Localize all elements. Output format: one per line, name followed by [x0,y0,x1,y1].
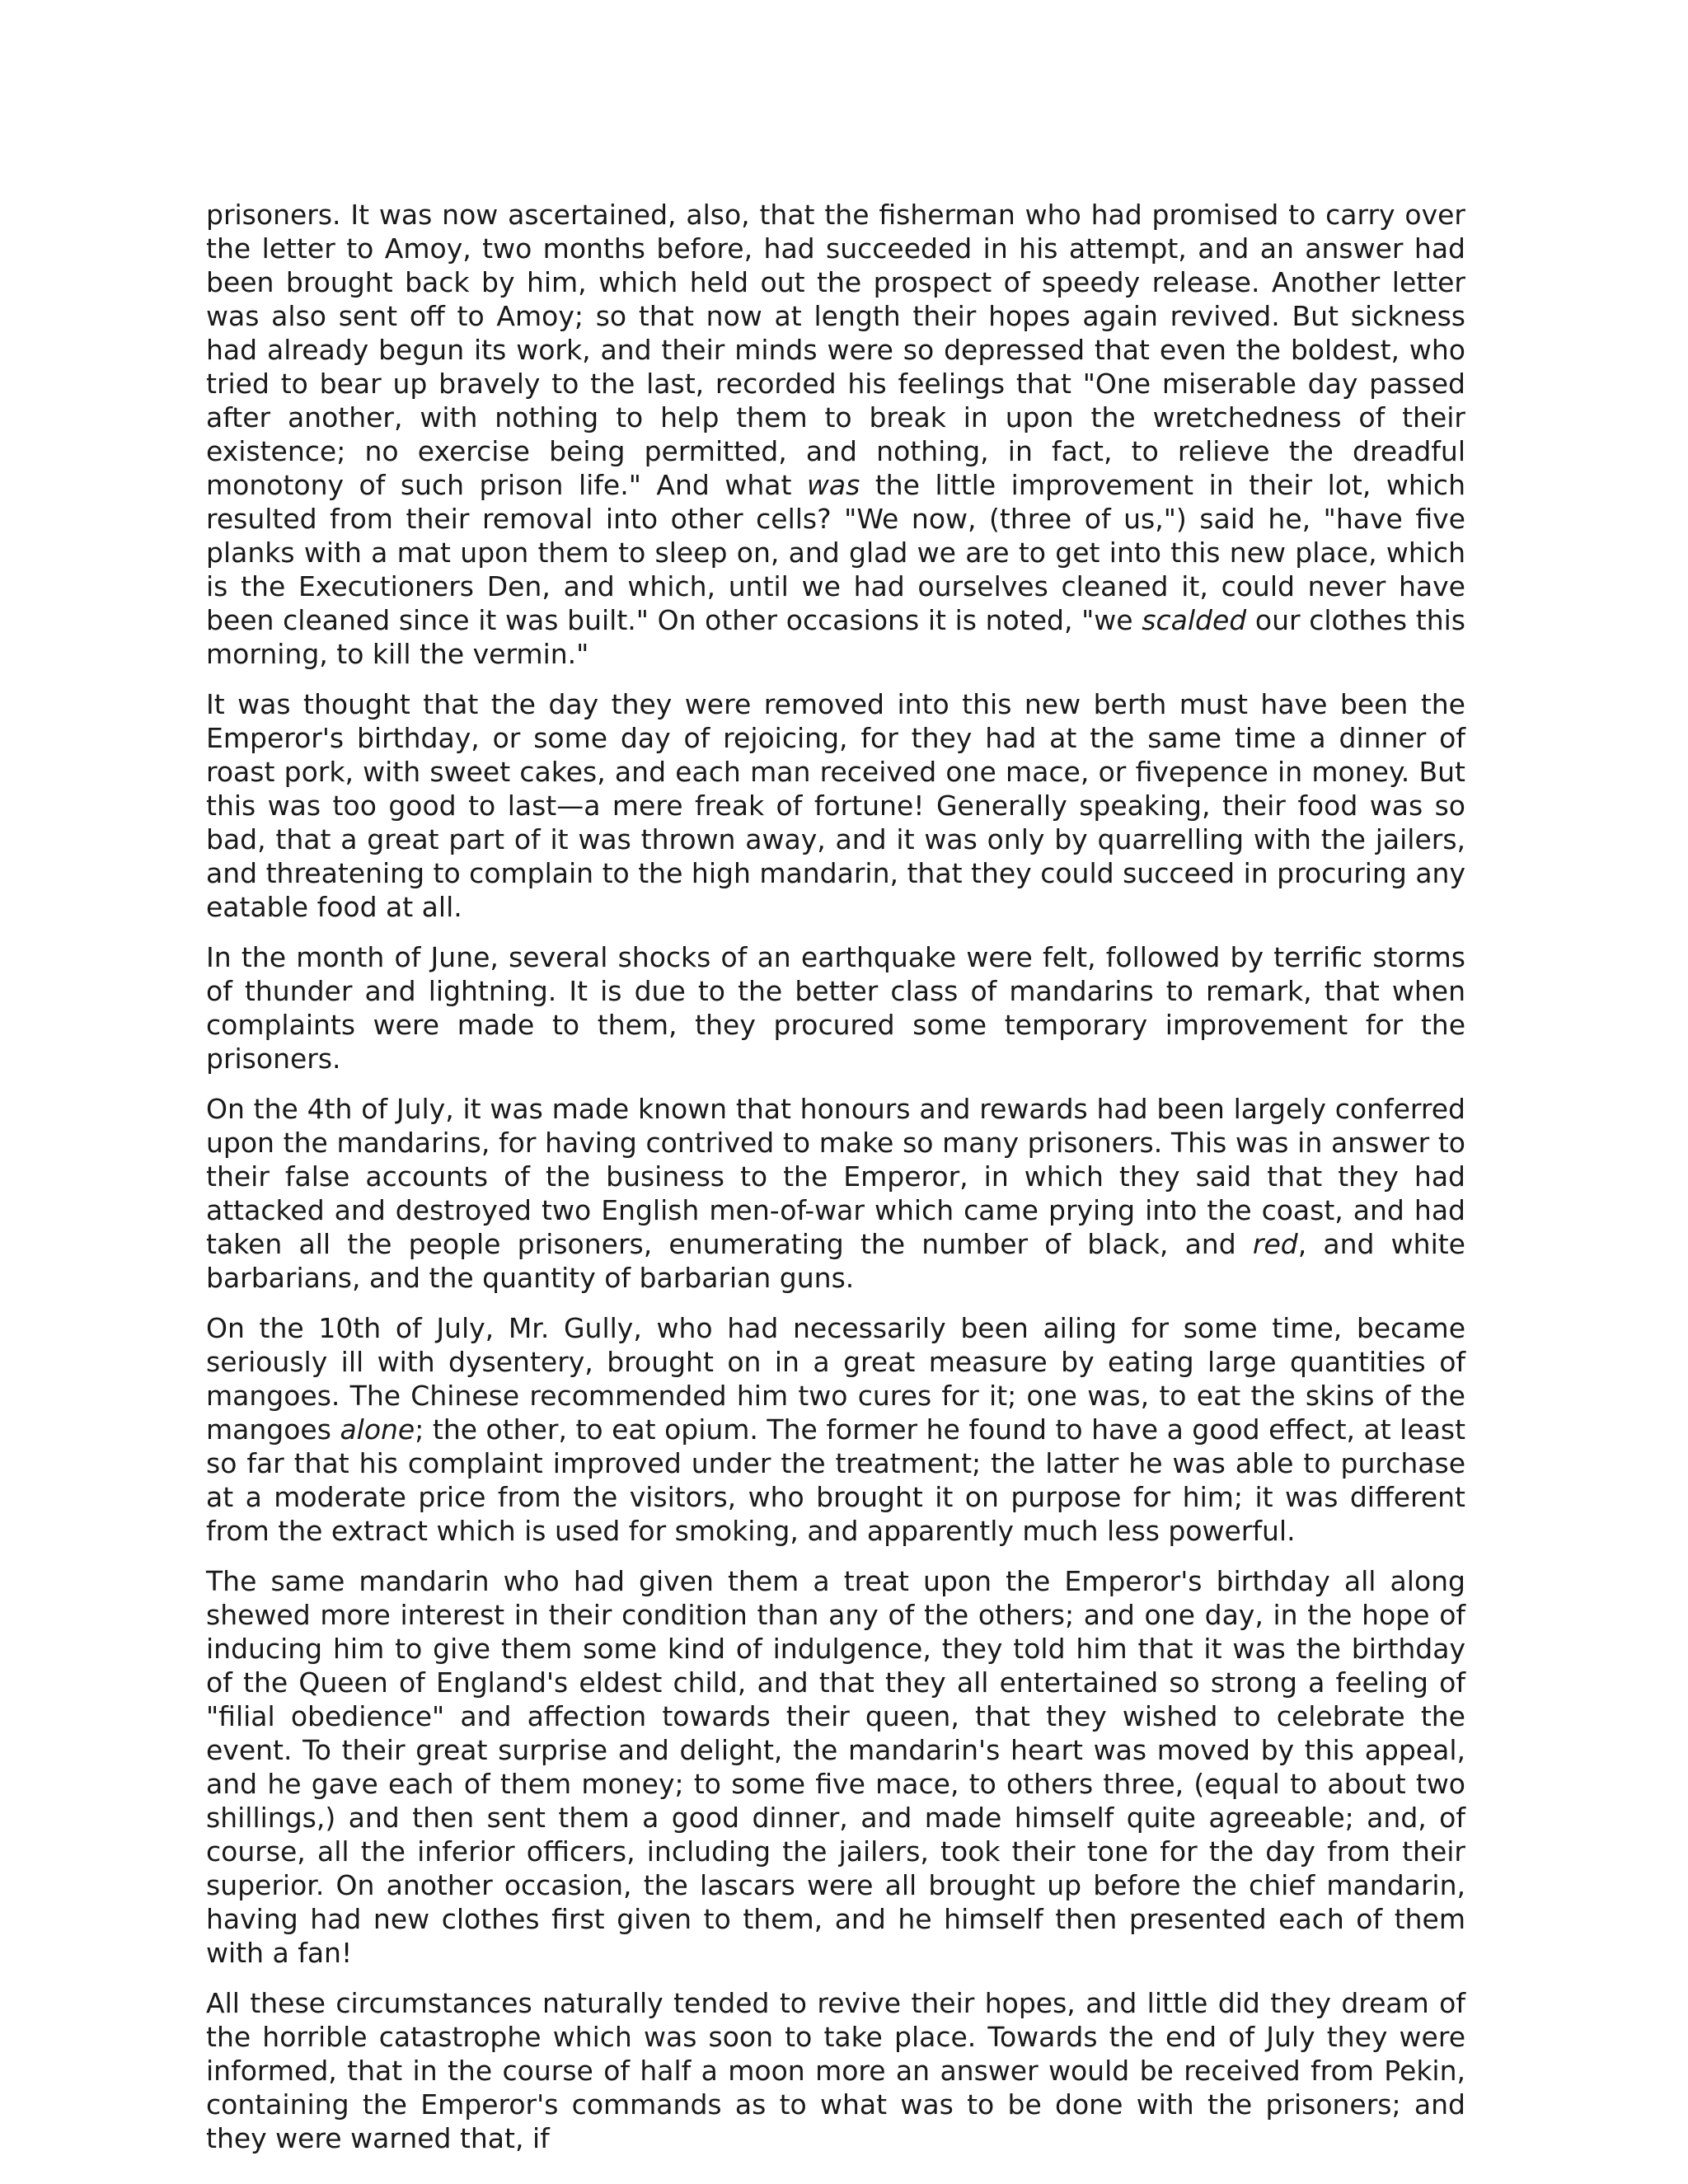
paragraph-2 [206,687,1465,924]
paragraph-1-text: the little improvement in their lot, which resulted from their removal into other cells? "We now, (three of us,") said he, "have five planks with a mat upon them to sleep on, and glad we are to get into this new place, which is the Executioners Den, and which, until we had ourselves cleaned it, could never have been cleaned since it was built." On other occasions it is noted, "we [206,469,1465,636]
document-page [206,198,1465,2172]
paragraph-6-text: The same mandarin who had given them a treat upon the Emperor's birthday all along shewed more interest in their condition than any of the others; and one day, in the hope of inducing him to give them some kind of indulgence, they told him that it was the birthday of the Queen of England's eldest child, and that they all entertained so strong a feeling of "filial obedience" and affection towards their queen, that they wished to celebrate the event. To their great surprise and delight, the mandarin's heart was moved by this appeal, and he gave each of them money; to some five mace, to others three, (equal to about two shillings,) and then sent them a good dinner, and made himself quite agreeable; and, of course, all the inferior officers, including the jailers, took their tone for the day from their superior. On another occasion, the lascars were all brought up before the chief mandarin, having had new clothes first given to them, and he himself then presented each of them with a fan! [206,1565,1465,1969]
paragraph-1-text: prisoners. It was now ascertained, also, that the fisherman who had promised to carry over the letter to Amoy, two months before, had succeeded in his attempt, and an answer had been brought back by him, which held out the prospect of speedy release. Another letter was also sent off to Amoy; so that now at length their hopes again revived. But sickness had already begun its work, and their minds were so depressed that even the boldest, who tried to bear up bravely to the last, recorded his feelings that "One miserable day passed after another, with nothing to help them to break in upon the wretchedness of their existence; no exercise being permitted, and nothing, in fact, to relieve the dreadful monotony of such prison life." And what [206,199,1465,501]
emphasis-alone: alone [340,1413,415,1446]
paragraph-7-text: All these circumstances naturally tended to revive their hopes, and little did they dream of the horrible catastrophe which was soon to take place. Towards the end of July they were informed, that in the course of half a moon more an answer would be received from Pekin, containing the Emperor's commands as to what was to be done with the prisoners; and they were warned that, if [206,1987,1465,2154]
emphasis-was: was [806,469,860,501]
paragraph-2-text: It was thought that the day they were removed into this new berth must have been the Emperor's birthday, or some day of rejoicing, for they had at the same time a dinner of roast pork, with sweet cakes, and each man received one mace, or fivepence in money. But this was too good to last—a mere freak of fortune! Generally speaking, their food was so bad, that a great part of it was thrown away, and it was only by quarrelling with the jailers, and threatening to complain to the high mandarin, that they could succeed in procuring any eatable food at all. [206,688,1465,923]
paragraph-4-text: , and white barbarians, and the quantity of barbarian guns. [206,1228,1465,1294]
paragraph-1 [206,198,1465,671]
paragraph-5 [206,1311,1465,1548]
paragraph-6 [206,1564,1465,1970]
paragraph-5-text: ; the other, to eat opium. The former he found to have a good effect, at least so far that his complaint improved under the treatment; the latter he was able to purchase at a moderate price from the visitors, who brought it on purpose for him; it was different from the extract which is used for smoking, and apparently much less powerful. [206,1413,1466,1547]
paragraph-1-text: our clothes this morning, to kill the vermin." [206,604,1465,670]
paragraph-3-text: In the month of June, several shocks of an earthquake were felt, followed by terrific storms of thunder and lightning. It is due to the better class of mandarins to remark, that when complaints were made to them, they procured some temporary improvement for the prisoners. [206,941,1465,1075]
paragraph-5-text: On the 10th of July, Mr. Gully, who had necessarily been ailing for some time, became seriously ill with dysentery, brought on in a great measure by eating large quantities of mangoes. The Chinese recommended him two cures for it; one was, to eat the skins of the mangoes [206,1312,1465,1446]
emphasis-scalded: scalded [1142,604,1247,636]
paragraph-7 [206,1986,1465,2155]
paragraph-3 [206,940,1465,1076]
paragraph-4 [206,1092,1465,1295]
emphasis-red: red [1252,1228,1298,1260]
paragraph-4-text: On the 4th of July, it was made known that honours and rewards had been largely conferred upon the mandarins, for having contrived to make so many prisoners. This was in answer to their false accounts of the business to the Emperor, in which they said that they had attacked and destroyed two English men-of-war which came prying into the coast, and had taken all the people prisoners, enumerating the number of black, and [206,1093,1465,1260]
